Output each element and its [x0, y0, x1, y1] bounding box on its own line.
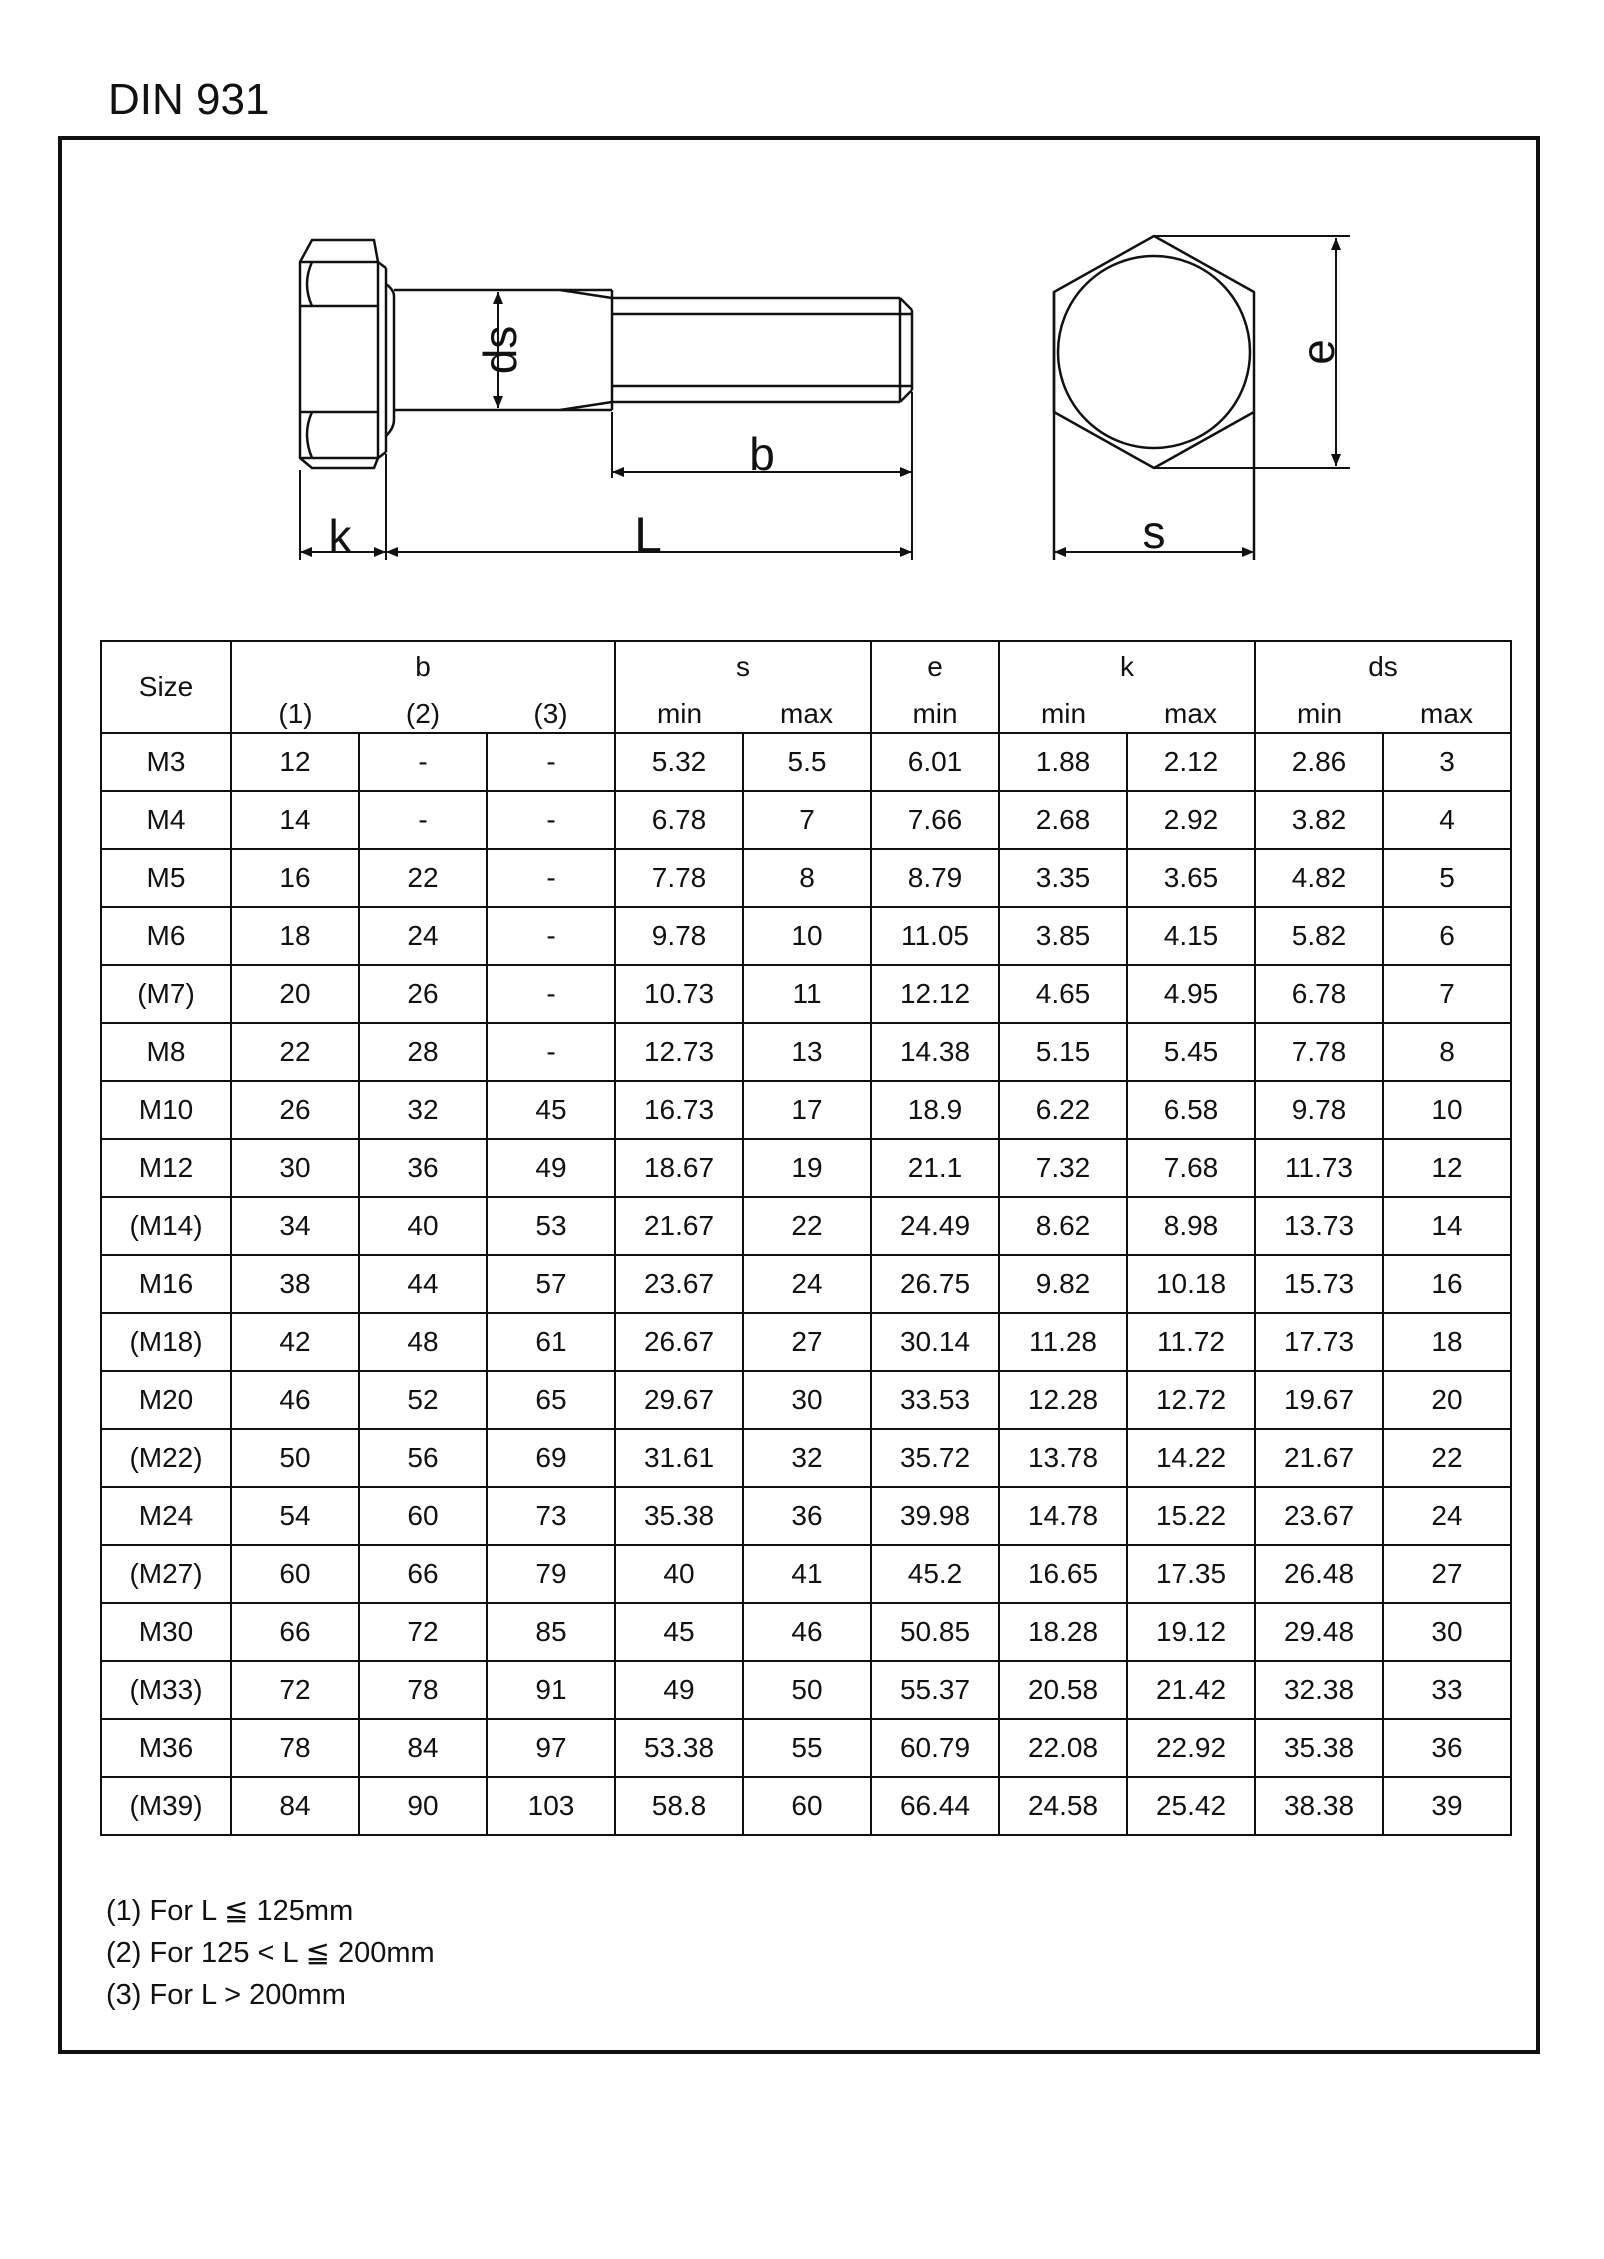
value-cell: 9.78: [1255, 1081, 1383, 1139]
value-cell: 44: [359, 1255, 487, 1313]
value-cell: 23.67: [615, 1255, 743, 1313]
value-cell: 21.67: [615, 1197, 743, 1255]
value-cell: 14.38: [871, 1023, 999, 1081]
value-cell: 11.72: [1127, 1313, 1255, 1371]
value-cell: 21.1: [871, 1139, 999, 1197]
table-row: [101, 1255, 1511, 1313]
value-cell: 3.65: [1127, 849, 1255, 907]
value-cell: 50.85: [871, 1603, 999, 1661]
value-cell: 17.73: [1255, 1313, 1383, 1371]
value-cell: 24: [743, 1255, 871, 1313]
value-cell: 22: [1383, 1429, 1511, 1487]
value-cell: 3.85: [999, 907, 1127, 965]
value-cell: 60: [359, 1487, 487, 1545]
table-row: [101, 1777, 1511, 1835]
footnotes: [106, 1890, 435, 2016]
value-cell: 2.92: [1127, 791, 1255, 849]
value-cell: -: [359, 733, 487, 791]
table-row: [101, 1545, 1511, 1603]
hex-dimension-arrows: [1054, 238, 1341, 557]
table-row: [101, 907, 1511, 965]
value-cell: 18.67: [615, 1139, 743, 1197]
value-cell: 12.73: [615, 1023, 743, 1081]
value-cell: 8: [1383, 1023, 1511, 1081]
value-cell: 56: [359, 1429, 487, 1487]
subheader: max: [1127, 687, 1255, 733]
value-cell: 4.95: [1127, 965, 1255, 1023]
value-cell: 9.82: [999, 1255, 1127, 1313]
value-cell: 79: [487, 1545, 615, 1603]
value-cell: 16: [231, 849, 359, 907]
value-cell: 35.72: [871, 1429, 999, 1487]
value-cell: 2.86: [1255, 733, 1383, 791]
value-cell: 16.73: [615, 1081, 743, 1139]
table-row: [101, 965, 1511, 1023]
value-cell: 8.79: [871, 849, 999, 907]
value-cell: 14.22: [1127, 1429, 1255, 1487]
value-cell: 5.32: [615, 733, 743, 791]
value-cell: 78: [359, 1661, 487, 1719]
value-cell: 103: [487, 1777, 615, 1835]
value-cell: 69: [487, 1429, 615, 1487]
subheader: (1): [231, 687, 359, 733]
L-label: L: [634, 507, 662, 563]
subheader: max: [1383, 687, 1511, 733]
value-cell: 8.62: [999, 1197, 1127, 1255]
value-cell: 61: [487, 1313, 615, 1371]
value-cell: 9.78: [615, 907, 743, 965]
value-cell: 5.82: [1255, 907, 1383, 965]
value-cell: 10: [743, 907, 871, 965]
value-cell: -: [487, 791, 615, 849]
value-cell: 24: [1383, 1487, 1511, 1545]
value-cell: 21.42: [1127, 1661, 1255, 1719]
value-cell: 16: [1383, 1255, 1511, 1313]
table-row: [101, 1139, 1511, 1197]
footnote: (3) For L > 200mm: [106, 1979, 346, 2011]
value-cell: 14: [231, 791, 359, 849]
s-label: s: [1142, 506, 1166, 558]
table-row: [101, 791, 1511, 849]
value-cell: 7: [1383, 965, 1511, 1023]
value-cell: 22: [743, 1197, 871, 1255]
dimension-table: [100, 640, 1512, 1836]
table-row: [101, 1313, 1511, 1371]
value-cell: 29.67: [615, 1371, 743, 1429]
table-row: [101, 1429, 1511, 1487]
value-cell: 4.65: [999, 965, 1127, 1023]
value-cell: 6.22: [999, 1081, 1127, 1139]
value-cell: 17: [743, 1081, 871, 1139]
subheader: min: [1255, 687, 1383, 733]
value-cell: 20: [231, 965, 359, 1023]
hex-end-view: [1052, 236, 1350, 560]
value-cell: 36: [1383, 1719, 1511, 1777]
value-cell: 5.5: [743, 733, 871, 791]
ds-header: ds: [1255, 641, 1511, 687]
value-cell: 39.98: [871, 1487, 999, 1545]
value-cell: 7.68: [1127, 1139, 1255, 1197]
value-cell: 19.67: [1255, 1371, 1383, 1429]
value-cell: 7.66: [871, 791, 999, 849]
value-cell: 91: [487, 1661, 615, 1719]
value-cell: -: [487, 733, 615, 791]
size-cell: M30: [101, 1603, 231, 1661]
value-cell: 42: [231, 1313, 359, 1371]
value-cell: -: [487, 965, 615, 1023]
dimension-arrows: [300, 292, 912, 557]
value-cell: 84: [359, 1719, 487, 1777]
size-cell: M3: [101, 733, 231, 791]
value-cell: 31.61: [615, 1429, 743, 1487]
value-cell: 90: [359, 1777, 487, 1835]
value-cell: 14.78: [999, 1487, 1127, 1545]
size-cell: M20: [101, 1371, 231, 1429]
value-cell: -: [487, 907, 615, 965]
bolt-head-side-view: [300, 240, 386, 468]
subheader: max: [743, 687, 871, 733]
value-cell: 30.14: [871, 1313, 999, 1371]
value-cell: 66: [359, 1545, 487, 1603]
value-cell: 97: [487, 1719, 615, 1777]
value-cell: -: [359, 791, 487, 849]
value-cell: 52: [359, 1371, 487, 1429]
value-cell: 10.18: [1127, 1255, 1255, 1313]
value-cell: 26.67: [615, 1313, 743, 1371]
size-cell: (M14): [101, 1197, 231, 1255]
value-cell: 7: [743, 791, 871, 849]
value-cell: 38.38: [1255, 1777, 1383, 1835]
size-cell: M6: [101, 907, 231, 965]
value-cell: 12.28: [999, 1371, 1127, 1429]
table-row: [101, 1661, 1511, 1719]
value-cell: -: [487, 1023, 615, 1081]
value-cell: 46: [231, 1371, 359, 1429]
value-cell: 2.68: [999, 791, 1127, 849]
value-cell: 36: [743, 1487, 871, 1545]
value-cell: 18: [231, 907, 359, 965]
value-cell: 24.58: [999, 1777, 1127, 1835]
value-cell: 66: [231, 1603, 359, 1661]
size-cell: (M33): [101, 1661, 231, 1719]
subheader: min: [615, 687, 743, 733]
footnote: (1) For L ≦ 125mm: [106, 1895, 354, 1927]
value-cell: 45: [487, 1081, 615, 1139]
value-cell: 25.42: [1127, 1777, 1255, 1835]
subheader: (2): [359, 687, 487, 733]
value-cell: 23.67: [1255, 1487, 1383, 1545]
value-cell: 26: [231, 1081, 359, 1139]
value-cell: 41: [743, 1545, 871, 1603]
value-cell: 84: [231, 1777, 359, 1835]
value-cell: 38: [231, 1255, 359, 1313]
value-cell: 5.15: [999, 1023, 1127, 1081]
value-cell: 22: [359, 849, 487, 907]
value-cell: 45: [615, 1603, 743, 1661]
value-cell: 54: [231, 1487, 359, 1545]
e-label: e: [1292, 339, 1344, 365]
value-cell: 15.22: [1127, 1487, 1255, 1545]
value-cell: 12.72: [1127, 1371, 1255, 1429]
value-cell: 6.78: [615, 791, 743, 849]
value-cell: 33.53: [871, 1371, 999, 1429]
value-cell: 12.12: [871, 965, 999, 1023]
value-cell: 60: [231, 1545, 359, 1603]
value-cell: 55: [743, 1719, 871, 1777]
s-header: s: [615, 641, 871, 687]
b-header: b: [231, 641, 615, 687]
size-cell: M5: [101, 849, 231, 907]
value-cell: 12: [231, 733, 359, 791]
value-cell: 18: [1383, 1313, 1511, 1371]
value-cell: 53.38: [615, 1719, 743, 1777]
value-cell: 28: [359, 1023, 487, 1081]
k-label: k: [328, 510, 352, 562]
table-subheader-row: [101, 687, 1511, 733]
size-cell: M16: [101, 1255, 231, 1313]
value-cell: 1.88: [999, 733, 1127, 791]
value-cell: 34: [231, 1197, 359, 1255]
table-row: [101, 1603, 1511, 1661]
value-cell: 49: [615, 1661, 743, 1719]
size-cell: M24: [101, 1487, 231, 1545]
value-cell: 30: [1383, 1603, 1511, 1661]
value-cell: 32: [359, 1081, 487, 1139]
value-cell: 22: [231, 1023, 359, 1081]
value-cell: 11.05: [871, 907, 999, 965]
value-cell: 49: [487, 1139, 615, 1197]
value-cell: 35.38: [615, 1487, 743, 1545]
table-row: [101, 1197, 1511, 1255]
value-cell: 20.58: [999, 1661, 1127, 1719]
value-cell: 32: [743, 1429, 871, 1487]
value-cell: 65: [487, 1371, 615, 1429]
subheader: min: [999, 687, 1127, 733]
value-cell: 30: [743, 1371, 871, 1429]
value-cell: -: [487, 849, 615, 907]
value-cell: 7.32: [999, 1139, 1127, 1197]
value-cell: 3: [1383, 733, 1511, 791]
value-cell: 13: [743, 1023, 871, 1081]
page-title: DIN 931: [108, 75, 270, 124]
value-cell: 3.82: [1255, 791, 1383, 849]
size-cell: (M7): [101, 965, 231, 1023]
value-cell: 40: [359, 1197, 487, 1255]
value-cell: 14: [1383, 1197, 1511, 1255]
value-cell: 11.28: [999, 1313, 1127, 1371]
value-cell: 72: [359, 1603, 487, 1661]
table-row: [101, 849, 1511, 907]
k-header: k: [999, 641, 1255, 687]
value-cell: 13.78: [999, 1429, 1127, 1487]
value-cell: 66.44: [871, 1777, 999, 1835]
table-row: [101, 1023, 1511, 1081]
size-cell: (M22): [101, 1429, 231, 1487]
value-cell: 10.73: [615, 965, 743, 1023]
value-cell: 2.12: [1127, 733, 1255, 791]
value-cell: 15.73: [1255, 1255, 1383, 1313]
value-cell: 24: [359, 907, 487, 965]
value-cell: 27: [1383, 1545, 1511, 1603]
size-cell: M10: [101, 1081, 231, 1139]
table-header-row: [101, 641, 1511, 687]
size-cell: M4: [101, 791, 231, 849]
value-cell: 57: [487, 1255, 615, 1313]
size-cell: M12: [101, 1139, 231, 1197]
value-cell: 35.38: [1255, 1719, 1383, 1777]
size-cell: (M27): [101, 1545, 231, 1603]
footnote: (2) For 125 < L ≦ 200mm: [106, 1937, 435, 1969]
value-cell: 19.12: [1127, 1603, 1255, 1661]
value-cell: 32.38: [1255, 1661, 1383, 1719]
value-cell: 30: [231, 1139, 359, 1197]
value-cell: 7.78: [615, 849, 743, 907]
value-cell: 60: [743, 1777, 871, 1835]
value-cell: 18.9: [871, 1081, 999, 1139]
size-cell: (M18): [101, 1313, 231, 1371]
table-row: [101, 1487, 1511, 1545]
value-cell: 17.35: [1127, 1545, 1255, 1603]
size-cell: M36: [101, 1719, 231, 1777]
ds-label: ds: [474, 325, 526, 375]
value-cell: 72: [231, 1661, 359, 1719]
value-cell: 36: [359, 1139, 487, 1197]
value-cell: 21.67: [1255, 1429, 1383, 1487]
size-cell: M8: [101, 1023, 231, 1081]
value-cell: 73: [487, 1487, 615, 1545]
value-cell: 39: [1383, 1777, 1511, 1835]
value-cell: 50: [743, 1661, 871, 1719]
e-header: e: [871, 641, 999, 687]
bolt-thread: [612, 290, 912, 410]
value-cell: 55.37: [871, 1661, 999, 1719]
value-cell: 7.78: [1255, 1023, 1383, 1081]
value-cell: 78: [231, 1719, 359, 1777]
bolt-technical-drawing: [0, 0, 1604, 640]
value-cell: 11.73: [1255, 1139, 1383, 1197]
value-cell: 58.8: [615, 1777, 743, 1835]
value-cell: 19: [743, 1139, 871, 1197]
value-cell: 53: [487, 1197, 615, 1255]
value-cell: 27: [743, 1313, 871, 1371]
value-cell: 50: [231, 1429, 359, 1487]
value-cell: 22.08: [999, 1719, 1127, 1777]
subheader: (3): [487, 687, 615, 733]
b-label: b: [749, 428, 775, 480]
table-row: [101, 1081, 1511, 1139]
value-cell: 26: [359, 965, 487, 1023]
value-cell: 6.58: [1127, 1081, 1255, 1139]
value-cell: 40: [615, 1545, 743, 1603]
value-cell: 6: [1383, 907, 1511, 965]
size-header: Size: [101, 641, 231, 733]
value-cell: 4.82: [1255, 849, 1383, 907]
table-row: [101, 733, 1511, 791]
value-cell: 60.79: [871, 1719, 999, 1777]
value-cell: 8: [743, 849, 871, 907]
value-cell: 18.28: [999, 1603, 1127, 1661]
value-cell: 8.98: [1127, 1197, 1255, 1255]
value-cell: 5: [1383, 849, 1511, 907]
size-cell: (M39): [101, 1777, 231, 1835]
table-row: [101, 1371, 1511, 1429]
value-cell: 3.35: [999, 849, 1127, 907]
value-cell: 45.2: [871, 1545, 999, 1603]
value-cell: 6.01: [871, 733, 999, 791]
value-cell: 22.92: [1127, 1719, 1255, 1777]
value-cell: 12: [1383, 1139, 1511, 1197]
value-cell: 4: [1383, 791, 1511, 849]
value-cell: 24.49: [871, 1197, 999, 1255]
value-cell: 4.15: [1127, 907, 1255, 965]
value-cell: 16.65: [999, 1545, 1127, 1603]
value-cell: 33: [1383, 1661, 1511, 1719]
value-cell: 26.48: [1255, 1545, 1383, 1603]
subheader: min: [871, 687, 999, 733]
table-row: [101, 1719, 1511, 1777]
value-cell: 85: [487, 1603, 615, 1661]
value-cell: 48: [359, 1313, 487, 1371]
value-cell: 20: [1383, 1371, 1511, 1429]
value-cell: 29.48: [1255, 1603, 1383, 1661]
value-cell: 10: [1383, 1081, 1511, 1139]
value-cell: 6.78: [1255, 965, 1383, 1023]
value-cell: 26.75: [871, 1255, 999, 1313]
value-cell: 13.73: [1255, 1197, 1383, 1255]
value-cell: 46: [743, 1603, 871, 1661]
value-cell: 11: [743, 965, 871, 1023]
value-cell: 5.45: [1127, 1023, 1255, 1081]
